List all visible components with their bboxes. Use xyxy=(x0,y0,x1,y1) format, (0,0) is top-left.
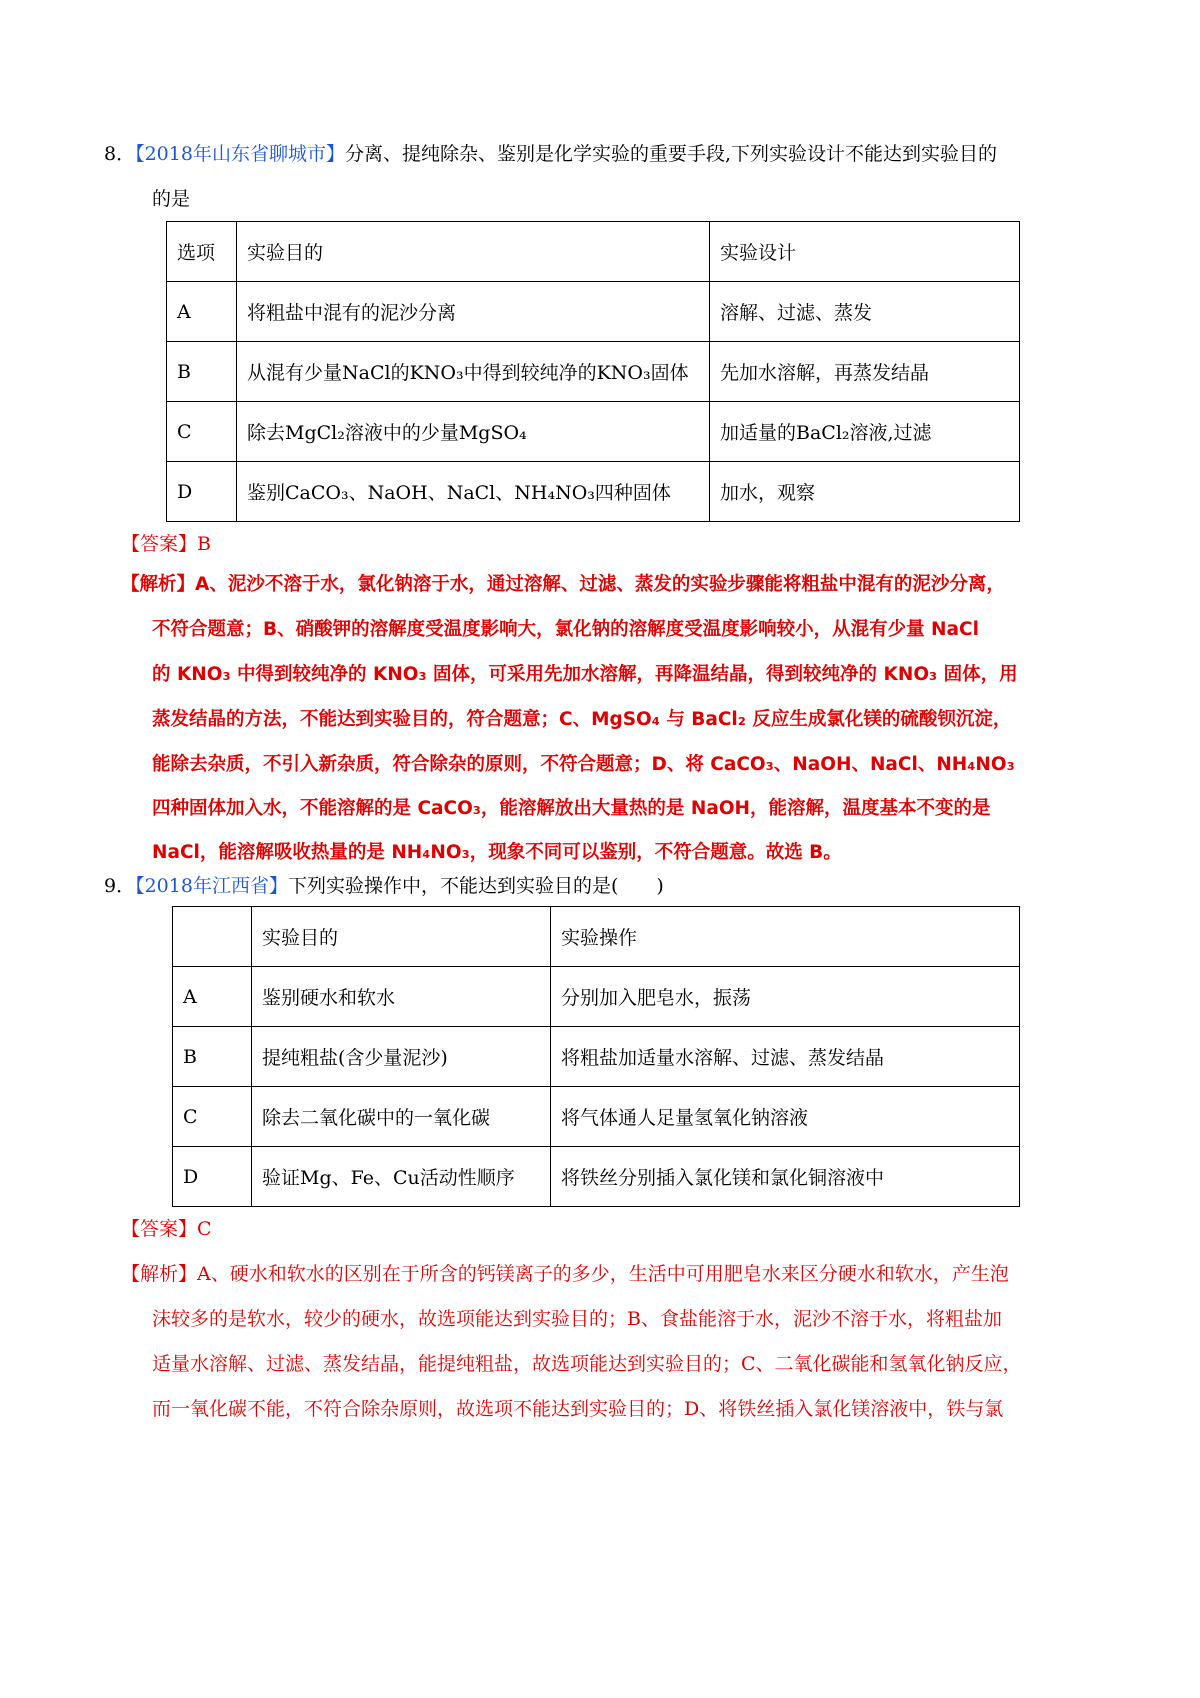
answer-label: 【答案】 xyxy=(121,533,198,555)
explanation-text: A、泥沙不溶于水，氯化钠溶于水，通过溶解、过滤、蒸发的实验步骤能将粗盐中混有的泥沙分离， xyxy=(195,574,1005,595)
table-row xyxy=(167,462,1020,522)
table-header-cell: 选项 xyxy=(167,222,237,282)
option-cell: D xyxy=(167,462,237,522)
operation-cell: 将气体通人足量氢氧化钠溶液 xyxy=(551,1087,1020,1147)
option-cell: A xyxy=(167,282,237,342)
explanation-text: A、硬水和软水的区别在于所含的钙镁离子的多少，生活中可用肥皂水来区分硬水和软水，产生泡 xyxy=(197,1263,1009,1285)
q8-explanation-line: 不符合题意；B、硝酸钾的溶解度受温度影响大，氯化钠的溶解度受温度影响较小，从混有少量 NaCl xyxy=(152,619,979,640)
q9-table xyxy=(172,906,1020,1207)
q9-stem-text: 下列实验操作中，不能达到实验目的是( ) xyxy=(287,875,664,897)
design-cell: 加适量的BaCl₂溶液,过滤 xyxy=(710,402,1020,462)
purpose-cell: 除去二氧化碳中的一氧化碳 xyxy=(252,1087,551,1147)
q8-explanation-line: 的 KNO₃ 中得到较纯净的 KNO₃ 固体，可采用先加水溶解，再降温结晶，得到较纯净的 KNO₃ 固体，用 xyxy=(152,664,1018,685)
answer-value: B xyxy=(197,533,211,555)
table-header-cell: 实验目的 xyxy=(237,222,710,282)
option-cell: C xyxy=(167,402,237,462)
q9-number: 9． xyxy=(104,875,136,897)
purpose-cell: 提纯粗盐(含少量泥沙) xyxy=(252,1027,551,1087)
explanation-label: 【解析】 xyxy=(121,1263,198,1285)
table-row xyxy=(173,1147,1020,1207)
q8-explanation-line: NaCl，能溶解吸收热量的是 NH₄NO₃，现象不同可以鉴别，不符合题意。故选 B。 xyxy=(152,842,842,863)
table-row xyxy=(173,1087,1020,1147)
operation-cell: 将铁丝分别插入氯化镁和氯化铜溶液中 xyxy=(551,1147,1020,1207)
purpose-cell: 除去MgCl₂溶液中的少量MgSO₄ xyxy=(237,402,710,462)
table-header-cell: 实验目的 xyxy=(252,907,551,967)
purpose-cell: 鉴别硬水和软水 xyxy=(252,967,551,1027)
table-header-cell: 实验设计 xyxy=(710,222,1020,282)
table-row xyxy=(167,342,1020,402)
table-header-row xyxy=(167,222,1020,282)
option-cell: B xyxy=(167,342,237,402)
table-row xyxy=(173,1027,1020,1087)
operation-cell: 分别加入肥皂水，振荡 xyxy=(551,967,1020,1027)
answer-label: 【答案】 xyxy=(121,1218,198,1240)
table-header-cell xyxy=(173,907,252,967)
operation-cell: 将粗盐加适量水溶解、过滤、蒸发结晶 xyxy=(551,1027,1020,1087)
q8-explanation-line: 四种固体加入水，不能溶解的是 CaCO₃，能溶解放出大量热的是 NaOH，能溶解，温度基本不变的是 xyxy=(152,798,991,819)
q9-source: 【2018年江西省】 xyxy=(135,875,288,897)
design-cell: 加水，观察 xyxy=(710,462,1020,522)
option-cell: A xyxy=(173,967,252,1027)
q9-explanation-line: 而一氧化碳不能，不符合除杂原则，故选项不能达到实验目的；D、将铁丝插入氯化镁溶液中，铁与氯 xyxy=(152,1398,1004,1420)
q8-number: 8． xyxy=(104,143,136,165)
explanation-label: 【解析】 xyxy=(121,574,196,595)
q8-source: 【2018年山东省聊城市】 xyxy=(135,143,345,165)
q8-explanation-line: 蒸发结晶的方法，不能达到实验目的，符合题意；C、MgSO₄ 与 BaCl₂ 反应生成氯化镁的硫酸钡沉淀， xyxy=(152,709,1012,730)
q8-explanation-line xyxy=(121,568,1005,602)
q9-answer xyxy=(121,1212,212,1246)
design-cell: 先加水溶解，再蒸发结晶 xyxy=(710,342,1020,402)
table-row xyxy=(167,282,1020,342)
q8-explanation-line: 能除去杂质，不引入新杂质，符合除杂的原则，不符合题意；D、将 CaCO₃、NaOH、NaCl、NH₄NO₃ xyxy=(152,754,1015,775)
purpose-cell: 将粗盐中混有的泥沙分离 xyxy=(237,282,710,342)
q9-stem xyxy=(104,869,664,903)
option-cell: D xyxy=(173,1147,252,1207)
q9-explanation-line: 适量水溶解、过滤、蒸发结晶，能提纯粗盐，故选项能达到实验目的；C、二氧化碳能和氢氧化钠反应， xyxy=(152,1353,1022,1375)
q8-stem-line2: 的是 xyxy=(152,188,191,210)
design-cell: 溶解、过滤、蒸发 xyxy=(710,282,1020,342)
answer-value: C xyxy=(197,1218,212,1240)
option-cell: B xyxy=(173,1027,252,1087)
q9-explanation-line xyxy=(121,1257,1009,1291)
option-cell: C xyxy=(173,1087,252,1147)
q9-explanation-line: 沫较多的是软水，较少的硬水，故选项能达到实验目的；B、食盐能溶于水，泥沙不溶于水，将粗盐加 xyxy=(152,1308,1002,1330)
table-header-cell: 实验操作 xyxy=(551,907,1020,967)
table-header-row xyxy=(173,907,1020,967)
q8-stem-line1: 分离、提纯除杂、鉴别是化学实验的重要手段,下列实验设计不能达到实验目的 xyxy=(344,143,997,165)
purpose-cell: 验证Mg、Fe、Cu活动性顺序 xyxy=(252,1147,551,1207)
table-row xyxy=(173,967,1020,1027)
q8-answer xyxy=(121,527,211,561)
q8-table xyxy=(166,221,1020,522)
purpose-cell: 鉴别CaCO₃、NaOH、NaCl、NH₄NO₃四种固体 xyxy=(237,462,710,522)
q8-stem xyxy=(104,137,997,171)
purpose-cell: 从混有少量NaCl的KNO₃中得到较纯净的KNO₃固体 xyxy=(237,342,710,402)
table-row xyxy=(167,402,1020,462)
